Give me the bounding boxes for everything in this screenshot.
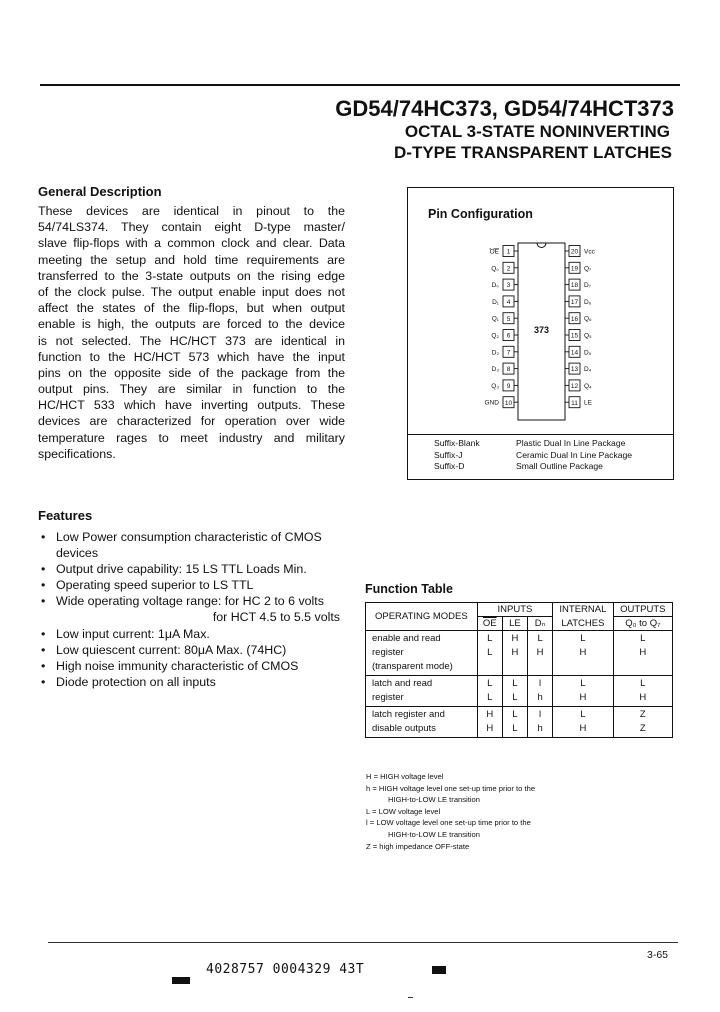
pin-label: Q₅: [584, 332, 592, 340]
feature-item: • Output drive capability: 15 LS TTL Loads Min.: [38, 561, 358, 577]
cell-value: l: [539, 678, 542, 689]
features-list: [38, 529, 358, 690]
pin-number: 4: [506, 299, 511, 306]
pin-label: GND: [484, 399, 499, 407]
col-outputs: OUTPUTS: [613, 603, 672, 617]
cell-oe: [477, 707, 502, 738]
pin-number: 17: [570, 299, 579, 306]
feature-item: • Diode protection on all inputs: [38, 674, 358, 690]
bottom-rule: [48, 942, 678, 943]
pin-number: 5: [506, 315, 511, 323]
description-line: 54/74LS374. They contain eight D-type master/: [38, 220, 345, 235]
cell-value: L: [640, 678, 646, 689]
cell-le: [502, 676, 527, 707]
cell-oe: [477, 676, 502, 707]
pin-number: 1: [506, 248, 511, 256]
table-row: [366, 676, 673, 707]
mode-line: latch register and: [372, 709, 445, 720]
pin-number: 12: [570, 383, 579, 390]
feature-item: • Low quiescent current: 80μA Max. (74HC): [38, 642, 358, 658]
feature-item-continued: devices: [56, 546, 99, 561]
cell-value: H: [486, 709, 494, 720]
description-line: affect the states of the flip-flops, but when output: [38, 301, 345, 316]
feature-item-continued: for HCT 4.5 to 5.5 volts: [212, 610, 340, 625]
suffix-row: [408, 438, 673, 450]
cell-value: l: [539, 709, 542, 720]
cell-dn: [528, 707, 553, 738]
barcode-mark-left: [172, 977, 190, 984]
pin-number: 20: [570, 248, 579, 256]
description-line: meeting the setup and hold time requirements are: [38, 252, 345, 267]
feature-item: • Low input current: 1μA Max.: [38, 626, 358, 642]
cell-value: L: [512, 692, 518, 703]
pin-label: Q₁: [491, 315, 499, 323]
page-number: 3-65: [646, 949, 668, 961]
cell-latch: [553, 707, 613, 738]
description-line: specifications.: [38, 446, 116, 461]
feature-item: • Operating speed superior to LS TTL: [38, 577, 358, 593]
pin-number: 11: [571, 399, 578, 407]
scan-mark: [408, 997, 413, 998]
pin-label: D₂: [491, 349, 499, 357]
cell-le: [502, 631, 527, 676]
description-line: temperature rages to meet industry and military: [38, 430, 345, 445]
suffix-value: Small Outline Package: [516, 461, 603, 472]
pin-configuration-heading: Pin Configuration: [428, 207, 533, 221]
chip-label: 373: [533, 325, 550, 335]
pin-label: D₇: [584, 282, 591, 290]
package-suffix-list: [408, 434, 673, 473]
col-internal: INTERNAL: [553, 603, 613, 617]
pin-diagram: [408, 188, 673, 432]
col-dn: Dₙ: [528, 617, 553, 631]
function-table-legend: [366, 771, 535, 852]
pin-number: 10: [504, 399, 513, 407]
feature-item: • Wide operating voltage range: for HC 2 to 6 volts: [38, 593, 358, 609]
pin-label: Q₀: [491, 265, 499, 273]
table-row: [366, 631, 673, 676]
description-line: of the clock pulse. The output enable input does not: [38, 284, 345, 299]
pin-number: 3: [506, 282, 511, 290]
suffix-row: [408, 461, 673, 473]
cell-value: L: [580, 633, 586, 644]
cell-out: [613, 631, 672, 676]
pin-label: D₅: [584, 349, 592, 357]
barcode-number: 4028757 0004329 43T: [206, 962, 365, 977]
cell-latch: [553, 676, 613, 707]
pin-number: 14: [570, 349, 579, 357]
mode-line: latch and read: [372, 678, 433, 689]
function-table-heading: Function Table: [365, 582, 453, 596]
cell-value: L: [640, 633, 646, 644]
suffix-value: Ceramic Dual In Line Package: [516, 449, 633, 460]
feature-item: • High noise immunity characteristic of CMOS: [38, 658, 358, 674]
function-table: [365, 602, 673, 738]
suffix-value: Plastic Dual In Line Package: [516, 438, 626, 448]
cell-value: L: [512, 709, 518, 720]
cell-dn: [528, 631, 553, 676]
cell-value: H: [639, 647, 647, 658]
cell-value: H: [511, 647, 519, 658]
pin-label: Q₇: [584, 265, 592, 273]
description-line: pins on the opposite side of the package from the: [38, 365, 345, 380]
cell-value: h: [537, 692, 543, 703]
top-rule: [40, 84, 680, 86]
general-description-text: [38, 203, 345, 462]
suffix-row: [408, 450, 673, 462]
pin-number: 2: [506, 265, 511, 273]
description-line: devices are characterized for operation over wide: [38, 414, 345, 429]
cell-latch: [553, 631, 613, 676]
pin-label: D₄: [584, 366, 592, 374]
description-line: HC/HCT 533 which have inverting outputs. These: [38, 398, 345, 413]
mode-line: disable outputs: [372, 723, 436, 734]
pin-label: D₀: [491, 282, 499, 290]
cell-value: L: [487, 647, 493, 658]
mode-line: enable and read: [372, 633, 441, 644]
cell-le: [502, 707, 527, 738]
chip-notch: [537, 243, 546, 248]
cell-value: L: [487, 678, 493, 689]
cell-out: [613, 707, 672, 738]
cell-value: H: [639, 692, 647, 703]
suffix-key: Suffix-J: [434, 449, 463, 460]
cell-out: [613, 676, 672, 707]
pin-number: 6: [506, 332, 511, 340]
pin-label: LE: [584, 399, 592, 407]
document-title: GD54/74HC373, GD54/74HCT373: [335, 96, 674, 121]
legend-line: H = HIGH voltage level: [366, 772, 444, 781]
features-heading: Features: [38, 508, 93, 523]
pin-number: 13: [570, 366, 579, 374]
pin-label: Q₂: [491, 332, 499, 340]
description-line: output pins. They are similar in function to the: [38, 382, 345, 397]
cell-value: H: [486, 723, 494, 734]
description-line: function to the HC/HCT 573 which have the input: [38, 349, 345, 364]
mode-line: (transparent mode): [372, 661, 453, 672]
description-line: enable is high, the outputs are forced to the device: [38, 317, 345, 332]
pin-label: D₃: [491, 366, 499, 374]
pin-label: D₆: [584, 298, 592, 306]
description-line: transferred to the 3-state outputs on the rising edge: [38, 268, 345, 283]
cell-value: Z: [639, 709, 646, 720]
pin-label: Q₆: [584, 315, 592, 323]
pin-number: 7: [506, 349, 511, 357]
cell-value: H: [536, 647, 544, 658]
cell-value: L: [580, 678, 586, 689]
cell-value: H: [579, 692, 587, 703]
legend-line: HIGH-to-LOW LE transition: [388, 829, 480, 839]
mode-line: register: [372, 647, 404, 658]
mode-line: register: [372, 692, 404, 703]
col-operating-modes: OPERATING MODES: [366, 603, 478, 631]
legend-line: h = HIGH voltage level one set-up time prior to the: [366, 783, 536, 793]
table-row: [366, 707, 673, 738]
pin-label: Q₄: [584, 382, 592, 390]
cell-value: L: [487, 692, 493, 703]
barcode-mark-right: [432, 966, 446, 974]
general-description-heading: General Description: [38, 184, 162, 199]
cell-value: L: [512, 723, 518, 734]
document-subtitle-1: OCTAL 3-STATE NONINVERTING: [404, 122, 670, 141]
operating-mode: [366, 631, 478, 676]
pin-number: 18: [570, 282, 579, 290]
suffix-key: Suffix-D: [434, 461, 465, 472]
legend-line: HIGH-to-LOW LE transition: [388, 795, 480, 805]
col-oe: $\overline{OE}$: [482, 618, 497, 629]
description-line: is not selected. The HC/HCT 373 are identical in: [38, 333, 345, 348]
pin-label: OE: [489, 248, 499, 256]
pin-number: 9: [506, 383, 511, 390]
cell-value: L: [487, 633, 493, 644]
cell-value: h: [537, 723, 543, 734]
cell-value: H: [579, 723, 587, 734]
cell-value: H: [579, 647, 587, 658]
legend-line: Z = high impedance OFF-state: [366, 841, 470, 851]
description-line: These devices are identical in pinout to the: [38, 204, 345, 218]
pin-label: Q₃: [491, 382, 499, 390]
pin-label: D₁: [492, 298, 499, 306]
legend-line: l = LOW voltage level one set-up time prior to the: [366, 818, 531, 828]
cell-value: H: [511, 633, 519, 644]
pin-number: 15: [570, 332, 579, 340]
operating-mode: [366, 707, 478, 738]
operating-mode: [366, 676, 478, 707]
cell-dn: [528, 676, 553, 707]
document-subtitle-2: D-TYPE TRANSPARENT LATCHES: [394, 143, 672, 162]
col-latches: LATCHES: [553, 617, 613, 631]
pin-number: 19: [570, 265, 579, 273]
description-line: slave flip-flops with a common clock and clear. Data: [38, 236, 345, 251]
cell-value: L: [512, 678, 518, 689]
col-le: LE: [502, 617, 527, 631]
feature-item: • Low Power consumption characteristic of CMOS: [38, 529, 358, 545]
pin-number: 16: [570, 315, 579, 323]
cell-value: Z: [639, 723, 646, 734]
pin-label: Vᴄᴄ: [584, 248, 595, 256]
cell-oe: [477, 631, 502, 676]
cell-value: L: [580, 709, 586, 720]
col-q: Q₀ to Q₇: [613, 617, 672, 631]
legend-line: L = LOW voltage level: [366, 806, 441, 816]
pin-configuration-box: [407, 187, 674, 480]
pin-number: 8: [506, 366, 511, 374]
suffix-key: Suffix-Blank: [434, 438, 480, 448]
col-inputs: INPUTS: [477, 603, 552, 617]
cell-value: L: [537, 633, 543, 644]
